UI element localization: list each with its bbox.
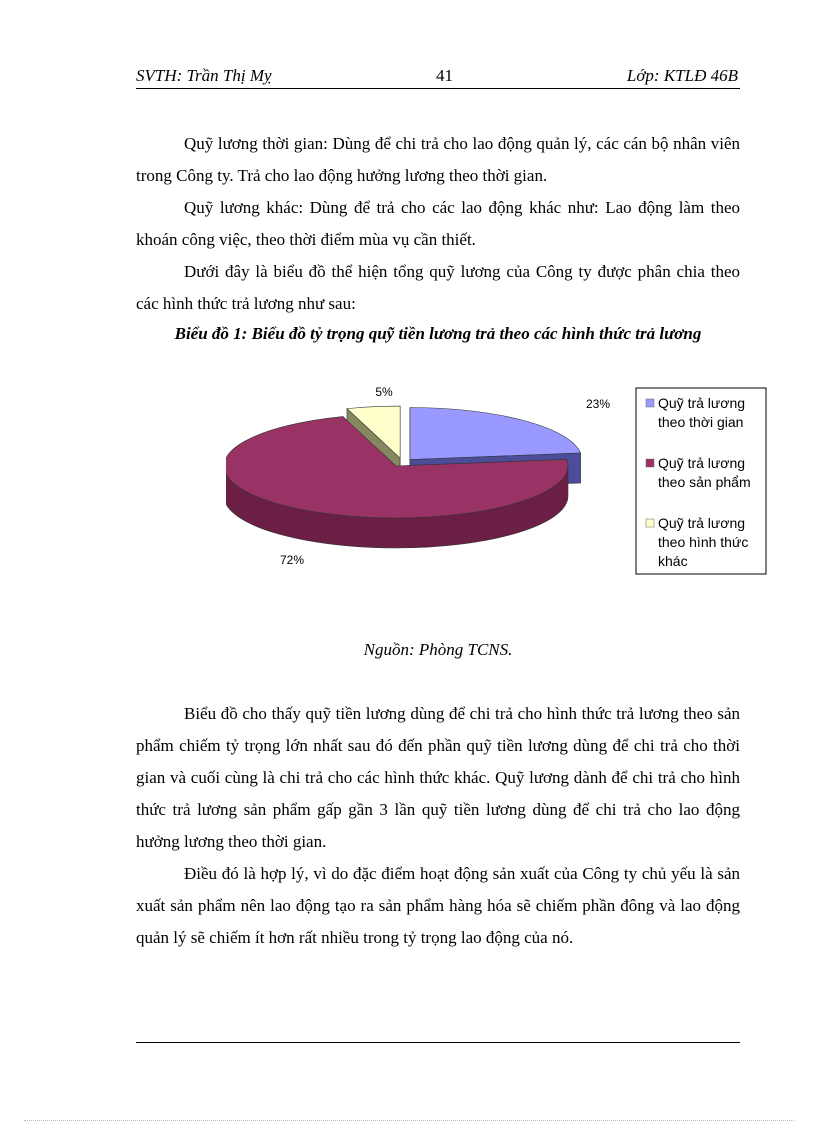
legend-label: Quỹ trả lương — [658, 515, 746, 531]
paragraph-time-fund — [136, 128, 740, 192]
legend-label: theo sản phẩm — [658, 474, 751, 490]
pie-data-label: 72% — [279, 553, 305, 567]
page-number: 41 — [436, 66, 453, 85]
pie-slice-1 — [410, 407, 581, 459]
legend-swatch — [646, 459, 654, 467]
paragraph-other-fund — [136, 192, 740, 256]
paragraph-text: Quỹ lương thời gian: Dùng để chi trả cho lao động quản lý, các cán bộ nhân viên trong Công ty. Trả cho lao động hưởng lương theo thời gian. — [136, 134, 740, 185]
paragraph-text: Điều đó là hợp lý, vì do đặc điểm hoạt động sản xuất của Công ty chủ yếu là sản xuất sản phẩm nên lao động tạo ra sản phẩm hàng hóa sẽ chiếm phần đông và lao động quản lý sẽ chiếm ít hơn rất nhiều trong tỷ trọng lao động của nó. — [136, 864, 740, 947]
chart-caption: Biểu đồ 1: Biểu đồ tỷ trọng quỹ tiền lương trả theo các hình thức trả lương — [174, 324, 702, 343]
page-bottom-dotted-line — [24, 1120, 794, 1121]
footer-rule — [136, 1042, 740, 1043]
page-header — [136, 62, 740, 89]
legend-label: theo thời gian — [658, 414, 744, 430]
pie-chart — [226, 380, 786, 610]
paragraph-text: Dưới đây là biểu đồ thể hiện tổng quỹ lương của Công ty được phân chia theo các hình thức trả lương như sau: — [136, 262, 740, 313]
legend-swatch — [646, 519, 654, 527]
legend-label: khác — [658, 553, 688, 569]
header-class: Lớp: KTLĐ 46B — [626, 66, 738, 85]
header-author: SVTH: Trần Thị Mỵ — [136, 66, 272, 85]
legend-label: Quỹ trả lương — [658, 455, 746, 471]
source-note: Nguồn: Phòng TCNS. — [363, 640, 513, 659]
chart-legend — [636, 388, 766, 574]
paragraph-analysis — [136, 698, 740, 858]
paragraph-text: Quỹ lương khác: Dùng để trả cho các lao động khác như: Lao động làm theo khoán công việc, theo thời điểm mùa vụ cần thiết. — [136, 198, 740, 249]
paragraph-conclusion — [136, 858, 740, 954]
legend-label: Quỹ trả lương — [658, 395, 746, 411]
paragraph-text: Biểu đồ cho thấy quỹ tiền lương dùng để chi trả cho hình thức trả lương theo sản phẩm chiếm tỷ trọng lớn nhất sau đó đến phần quỹ tiền lương dùng để chi trả cho thời gian và cuối cùng là chi trả cho các hình thức khác. Quỹ lương dành để chi trả cho hình thức trả lương sản phẩm gấp gần 3 lần quỹ tiền lương dùng để chi trả cho lao động hưởng lương theo thời gian. — [136, 704, 740, 851]
pie-data-label: 23% — [585, 397, 611, 411]
legend-swatch — [646, 399, 654, 407]
paragraph-intro-chart — [136, 256, 740, 320]
pie-data-label: 5% — [375, 385, 393, 399]
legend-label: theo hình thức — [658, 534, 749, 550]
